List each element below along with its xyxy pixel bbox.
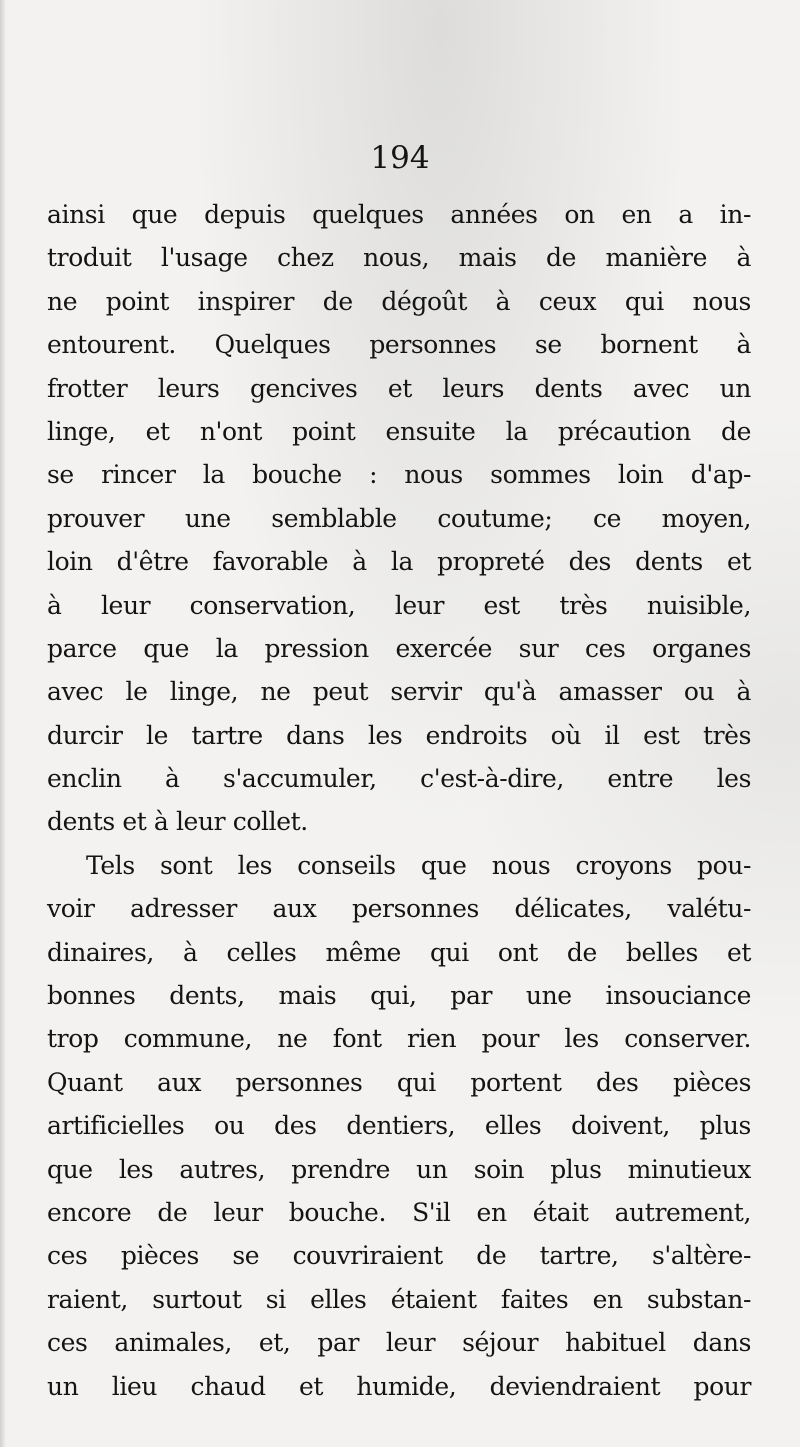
text-line: bonnes dents, mais qui, par une insouciance [47,981,751,1011]
text-line: troduit l'usage chez nous, mais de manière à [47,243,751,273]
text-line: entourent. Quelques personnes se bornent à [47,330,751,360]
paragraph-2 [47,844,751,1408]
text-line: dinaires, à celles même qui ont de belles et [47,937,751,967]
text-line: Tels sont les conseils que nous croyons pou- [86,850,751,880]
text-line: encore de leur bouche. S'il en était autrement, [47,1197,751,1227]
text-line: durcir le tartre dans les endroits où il est très [47,720,751,750]
text-line: linge, et n'ont point ensuite la précaution de [47,416,751,446]
text-line: raient, surtout si elles étaient faites en substan- [47,1284,751,1314]
text-line: que les autres, prendre un soin plus minutieux [47,1154,751,1184]
text-line: enclin à s'accumuler, c'est-à-dire, entre les [47,764,751,794]
text-line: se rincer la bouche : nous sommes loin d'ap- [47,460,751,490]
text-line: à leur conservation, leur est très nuisible, [47,590,751,620]
text-line: ne point inspirer de dégoût à ceux qui nous [47,286,751,316]
text-line: frotter leurs gencives et leurs dents avec un [47,373,751,403]
text-line: trop commune, ne font rien pour les conserver. [47,1024,751,1054]
text-line: Quant aux personnes qui portent des pièces [47,1067,751,1097]
page-number: 194 [370,140,430,176]
text-line: artificielles ou des dentiers, elles doivent, plus [47,1111,751,1141]
text-line: avec le linge, ne peut servir qu'à amasser ou à [47,677,751,707]
text-line: parce que la pression exercée sur ces organes [47,633,751,663]
text-line: ces animales, et, par leur séjour habituel dans [47,1328,751,1358]
text-line: un lieu chaud et humide, deviendraient pour [47,1371,751,1401]
text-line: ces pièces se couvriraient de tartre, s'altère- [47,1241,751,1271]
text-line: loin d'être favorable à la propreté des dents et [47,547,751,577]
page-edge-shadow [0,0,6,1447]
text-line: voir adresser aux personnes délicates, valétu- [47,894,751,924]
text-line: ainsi que depuis quelques années on en a in- [47,200,751,229]
text-line: dents et à leur collet. [47,807,308,837]
paragraph-1 [47,193,751,844]
text-line: prouver une semblable coutume; ce moyen, [47,503,751,533]
body-text [47,193,751,1408]
